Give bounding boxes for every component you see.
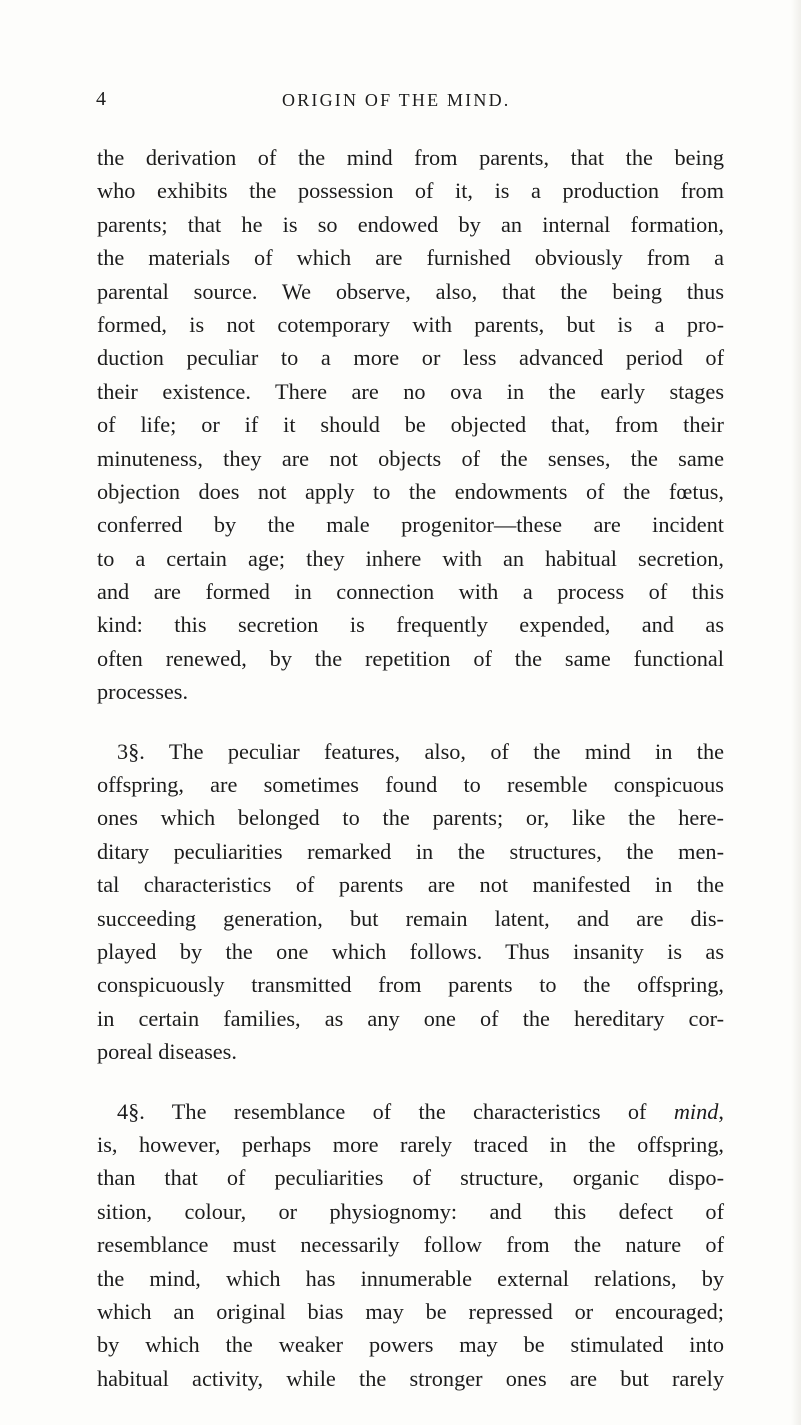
text-line: kind: this secretion is frequently expended, and as — [97, 612, 724, 638]
text-line: duction peculiar to a more or less advanced period of — [97, 345, 724, 371]
page-header — [96, 88, 736, 118]
text-line: offspring, are sometimes found to resemble conspicuous — [97, 772, 724, 798]
text-line: parental source. We observe, also, that the being thus — [97, 278, 724, 304]
text-line: tal characteristics of parents are not manifested in the — [97, 872, 724, 898]
text-line: 4§. The resemblance of the characteristics of mind, — [117, 1098, 724, 1124]
text-line: often renewed, by the repetition of the same functional — [97, 645, 724, 671]
text-line: 3§. The peculiar features, also, of the mind in the — [117, 738, 724, 764]
text-line: succeeding generation, but remain latent, and are dis- — [97, 905, 724, 931]
text-line: the mind, which has innumerable external relations, by — [97, 1265, 724, 1291]
text-line: than that of peculiarities of structure, organic dispo- — [97, 1165, 724, 1191]
text-line: sition, colour, or physiognomy: and this defect of — [97, 1198, 724, 1224]
text-line: resemblance must necessarily follow from the nature of — [97, 1232, 724, 1258]
text-line: by which the weaker powers may be stimulated into — [97, 1332, 724, 1358]
page-edge-shadow — [791, 0, 801, 1425]
emphasized-word: mind — [673, 1098, 719, 1124]
text-line: minuteness, they are not objects of the senses, the same — [97, 445, 724, 471]
text-line: played by the one which follows. Thus insanity is as — [97, 938, 724, 964]
paragraph — [97, 141, 724, 709]
text-line: which an original bias may be repressed or encouraged; — [97, 1298, 724, 1324]
text-line: formed, is not cotemporary with parents, but is a pro- — [97, 311, 724, 337]
text-line: processes. — [97, 679, 189, 705]
paragraph-spacer — [97, 1069, 724, 1095]
text-line: habitual activity, while the stronger ones are but rarely — [97, 1365, 724, 1391]
text-line: parents; that he is so endowed by an internal formation, — [97, 211, 724, 237]
text-line: to a certain age; they inhere with an habitual secretion, — [97, 545, 724, 571]
text-line: their existence. There are no ova in the early stages — [97, 378, 724, 404]
text-line: is, however, perhaps more rarely traced in the offspring, — [97, 1131, 724, 1157]
text-line: of life; or if it should be objected that, from their — [97, 412, 724, 438]
text-line: who exhibits the possession of it, is a production from — [97, 178, 724, 204]
page-number: 4 — [96, 88, 106, 110]
paragraph — [97, 1095, 724, 1396]
text-line: in certain families, as any one of the hereditary cor- — [97, 1005, 724, 1031]
body-text — [97, 141, 724, 1395]
text-line: the derivation of the mind from parents, that the being — [97, 145, 724, 170]
text-line: ones which belonged to the parents; or, like the here- — [97, 805, 724, 831]
text-line: the materials of which are furnished obviously from a — [97, 245, 724, 271]
text-line: poreal diseases. — [97, 1039, 237, 1065]
paragraph-spacer — [97, 709, 724, 735]
paragraph — [97, 735, 724, 1069]
running-title: ORIGIN OF THE MIND. — [282, 90, 511, 110]
text-line: and are formed in connection with a process of this — [97, 579, 724, 605]
text-line: ditary peculiarities remarked in the structures, the men- — [97, 838, 724, 864]
text-line: conspicuously transmitted from parents to the offspring, — [97, 972, 724, 998]
text-line: objection does not apply to the endowments of the fœtus, — [97, 478, 724, 504]
text-line: conferred by the male progenitor—these are incident — [97, 512, 724, 538]
